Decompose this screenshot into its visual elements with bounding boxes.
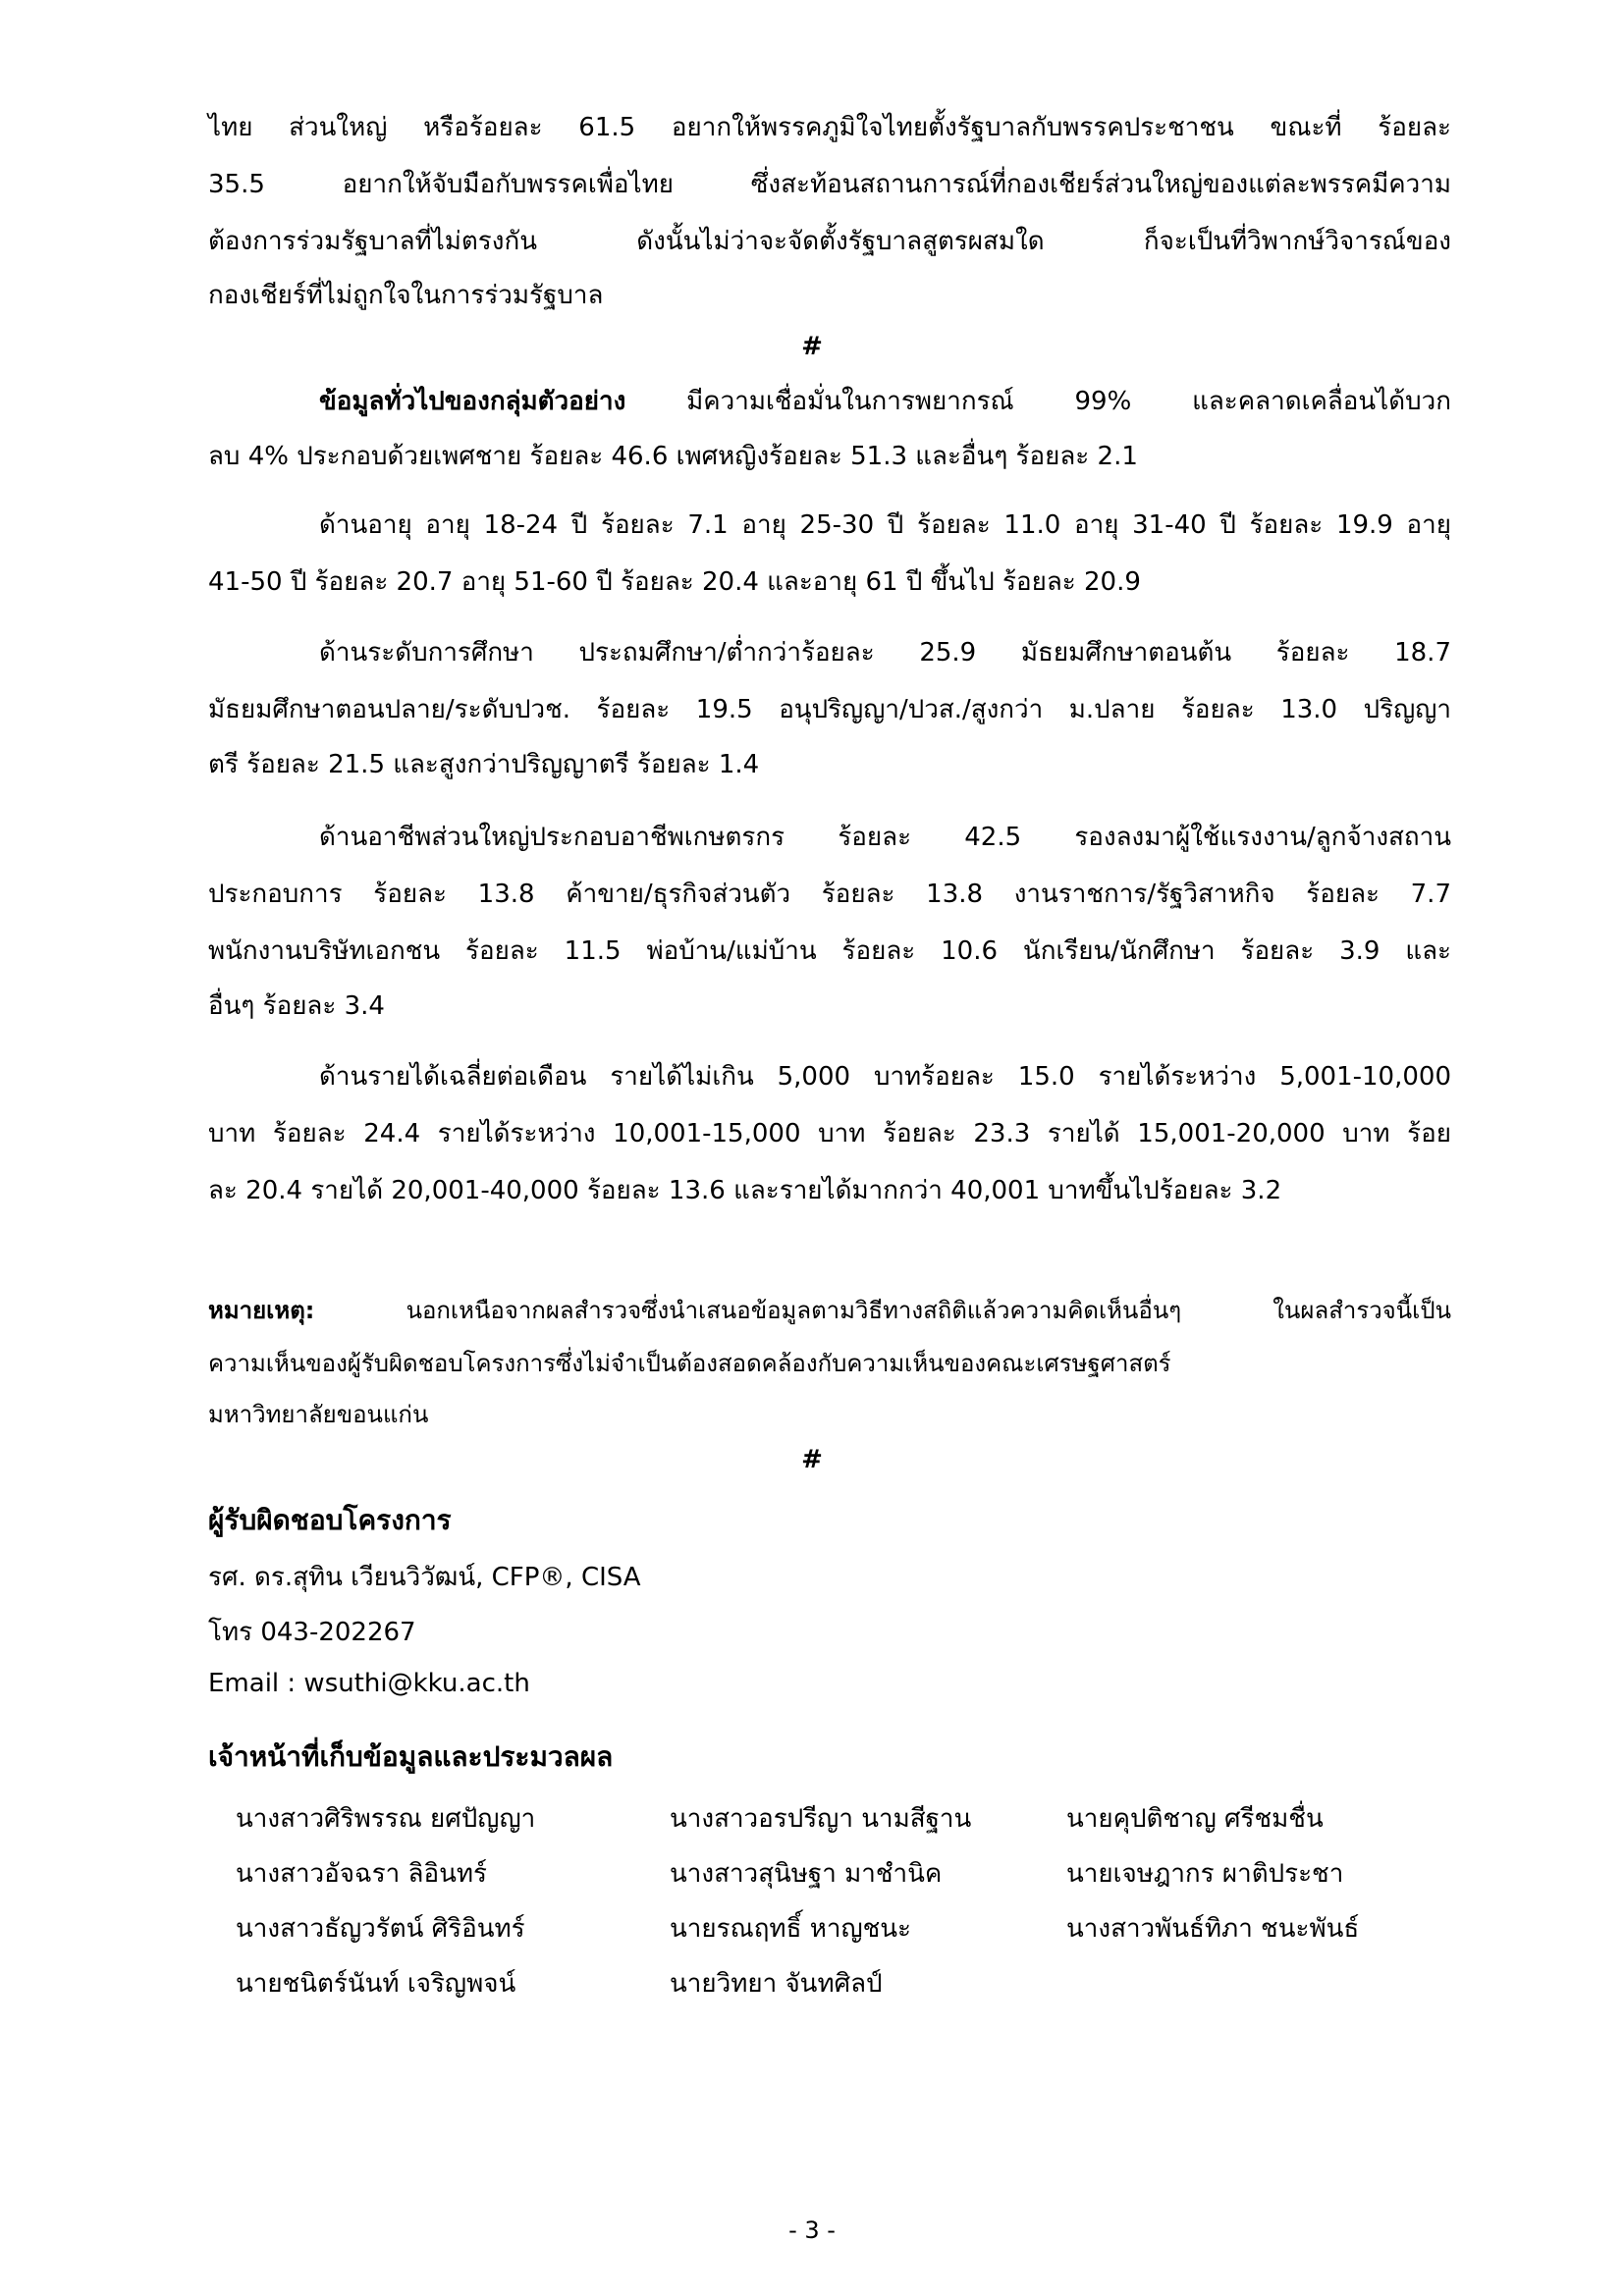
section-separator: # — [801, 332, 823, 361]
education-line: ด้านระดับการศึกษา ประถมศึกษา/ต่ำกว่าร้อยละ 25.9 มัธยมศึกษาตอนต้น ร้อยละ 18.7 — [319, 638, 1451, 667]
occupation-line: ประกอบการ ร้อยละ 13.8 ค้าขาย/ธุรกิจส่วนตัว ร้อยละ 13.8 งานราชการ/รัฐวิสาหกิจ ร้อยละ 7.7 — [208, 880, 1451, 909]
income-line: บาท ร้อยละ 24.4 รายได้ระหว่าง 10,001-15,000 บาท ร้อยละ 23.3 รายได้ 15,001-20,000 บาท ร้อย — [208, 1119, 1451, 1148]
intro-line: 35.5 อยากให้จับมือกับพรรคเพื่อไทย ซึ่งสะท้อนสถานการณ์ที่กองเชียร์ส่วนใหญ่ของแต่ละพรรคมีความ — [208, 170, 1451, 199]
education-line: ตรี ร้อยละ 21.5 และสูงกว่าปริญญาตรี ร้อยละ 1.4 — [208, 750, 760, 779]
age-line: 41-50 ปี ร้อยละ 20.7 อายุ 51-60 ปี ร้อยละ 20.4 และอายุ 61 ปี ขึ้นไป ร้อยละ 20.9 — [208, 567, 1141, 597]
staff-heading: เจ้าหน้าที่เก็บข้อมูลและประมวลผล — [208, 1740, 614, 1773]
remark-line: มหาวิทยาลัยขอนแก่น — [208, 1401, 429, 1428]
staff-name: นายรณฤทธิ์ หาญชนะ — [670, 1914, 911, 1944]
intro-line: ต้องการร่วมรัฐบาลที่ไม่ตรงกัน ดังนั้นไม่ว่าจะจัดตั้งรัฐบาลสูตรผสมใด ก็จะเป็นที่วิพากษ์วิจารณ์ของ — [208, 227, 1451, 256]
sample-info-line — [319, 385, 1451, 418]
sample-info-line: ลบ 4% ประกอบด้วยเพศชาย ร้อยละ 46.6 เพศหญิงร้อยละ 51.3 และอื่นๆ ร้อยละ 2.1 — [208, 442, 1138, 471]
sample-info-heading: ข้อมูลทั่วไปของกลุ่มตัวอย่าง — [319, 387, 626, 416]
age-line: ด้านอายุ อายุ 18-24 ปี ร้อยละ 7.1 อายุ 25-30 ปี ร้อยละ 11.0 อายุ 31-40 ปี ร้อยละ 19.9 อายุ — [319, 510, 1451, 540]
staff-name: นางสาวศิริพรรณ ยศปัญญา — [236, 1804, 536, 1834]
remark-line: ความเห็นของผู้รับผิดชอบโครงการซึ่งไม่จำเป็นต้องสอดคล้องกับความเห็นของคณะเศรษฐศาสตร์ — [208, 1350, 1171, 1377]
page-number: - 3 - — [788, 2216, 836, 2244]
staff-name: นายชนิตร์นันท์ เจริญพจน์ — [236, 1969, 516, 1999]
income-line: ละ 20.4 รายได้ 20,001-40,000 ร้อยละ 13.6 และรายได้มากกว่า 40,001 บาทขึ้นไปร้อยละ 3.2 — [208, 1176, 1282, 1205]
staff-name: นายคุปติชาญ ศรีชมชื่น — [1066, 1804, 1324, 1834]
project-lead-email[interactable]: Email : wsuthi@kku.ac.th — [208, 1669, 530, 1698]
occupation-line: ด้านอาชีพส่วนใหญ่ประกอบอาชีพเกษตรกร ร้อยละ 42.5 รองลงมาผู้ใช้แรงงาน/ลูกจ้างสถาน — [319, 823, 1451, 852]
intro-line: ไทย ส่วนใหญ่ หรือร้อยละ 61.5 อยากให้พรรคภูมิใจไทยตั้งรัฐบาลกับพรรคประชาชน ขณะที่ ร้อยละ — [208, 113, 1451, 142]
staff-name: นางสาวอัจฉรา ลิอินทร์ — [236, 1859, 487, 1889]
section-separator: # — [801, 1445, 823, 1474]
intro-line: กองเชียร์ที่ไม่ถูกใจในการร่วมรัฐบาล — [208, 281, 604, 310]
sample-info-text: มีความเชื่อมั่นในการพยากรณ์ 99% และคลาดเคลื่อนได้บวก — [625, 387, 1451, 416]
project-lead-heading: ผู้รับผิดชอบโครงการ — [208, 1504, 452, 1536]
staff-name: นางสาวพันธ์ทิภา ชนะพันธ์ — [1066, 1914, 1360, 1944]
remark-label: หมายเหตุ: — [208, 1297, 315, 1324]
remark-line — [208, 1294, 1451, 1327]
staff-name: นายเจษฎากร ผาติประชา — [1066, 1859, 1344, 1889]
occupation-line: อื่นๆ ร้อยละ 3.4 — [208, 991, 385, 1021]
staff-name: นางสาวอรปรีญา นามสีฐาน — [670, 1804, 972, 1834]
staff-name: นายวิทยา จันทศิลป์ — [670, 1969, 883, 1999]
income-line: ด้านรายได้เฉลี่ยต่อเดือน รายได้ไม่เกิน 5,000 บาทร้อยละ 15.0 รายได้ระหว่าง 5,001-10,000 — [319, 1062, 1451, 1092]
education-line: มัธยมศึกษาตอนปลาย/ระดับปวช. ร้อยละ 19.5 อนุปริญญา/ปวส./สูงกว่า ม.ปลาย ร้อยละ 13.0 ปริญญา — [208, 695, 1451, 724]
staff-name: นางสาวธัญวรัตน์ ศิริอินทร์ — [236, 1914, 525, 1944]
project-lead-phone: โทร 043-202267 — [208, 1618, 416, 1647]
remark-text: นอกเหนือจากผลสำรวจซึ่งนำเสนอข้อมูลตามวิธีทางสถิติแล้วความคิดเห็นอื่นๆ ในผลสำรวจนี้เป็น — [314, 1297, 1451, 1324]
project-lead-name: รศ. ดร.สุทิน เวียนวิวัฒน์, CFP®, CISA — [208, 1563, 641, 1592]
occupation-line: พนักงานบริษัทเอกชน ร้อยละ 11.5 พ่อบ้าน/แม่บ้าน ร้อยละ 10.6 นักเรียน/นักศึกษา ร้อยละ 3.9 และ — [208, 936, 1451, 966]
staff-name: นางสาวสุนิษฐา มาชำนิค — [670, 1859, 943, 1889]
